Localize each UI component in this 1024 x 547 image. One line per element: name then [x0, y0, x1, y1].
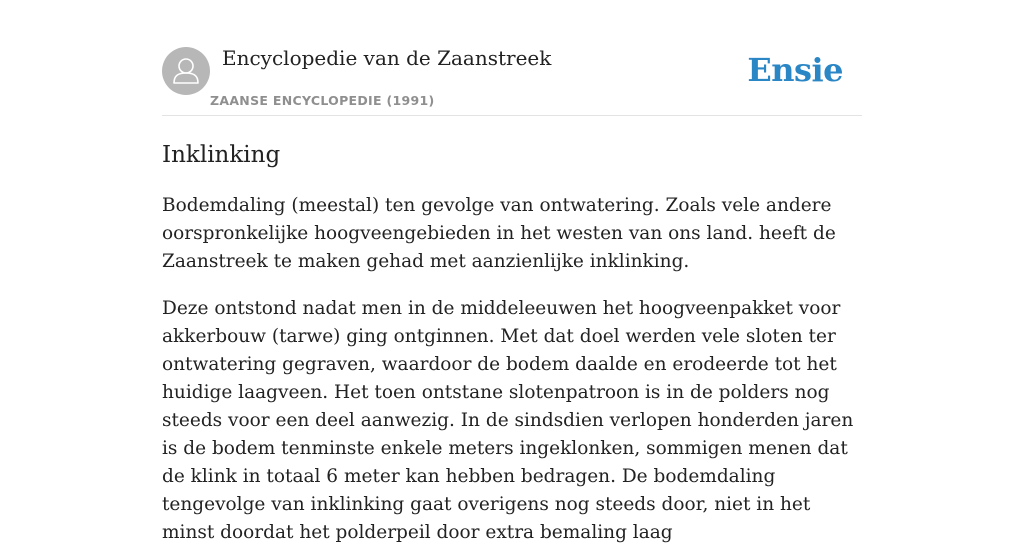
article-paragraph: Deze ontstond nadat men in de middeleeuwen het hoogveenpakket voor akkerbouw (tarwe) ging ontginnen. Met dat doel werden vele sloten ter ontwatering gegraven, waardoor de bodem daalde en erodeerde tot het huidige laagveen. Het toen ontstane slotenpatroon is in de polders nog steeds voor een deel aanwezig. In de sindsdien verlopen honderden jaren is de bodem tenminste enkele meters ingeklonken, sommigen menen dat de klink in totaal 6 meter kan hebben bedragen. De bodemdaling tengevolge van inklinking gaat overigens nog steeds door, niet in het minst doordat het polderpeil door extra bemaling laag — [162, 298, 854, 543]
article-title: Inklinking — [162, 142, 281, 168]
source-subtitle[interactable]: ZAANSE ENCYCLOPEDIE (1991) — [210, 93, 435, 108]
user-icon — [162, 47, 210, 95]
avatar[interactable] — [162, 47, 210, 95]
source-title[interactable]: Encyclopedie van de Zaanstreek — [222, 46, 552, 70]
article-paragraph: Bodemdaling (meestal) ten gevolge van ontwatering. Zoals vele andere oorspronkelijke hoogveengebieden in het westen van ons land. heeft de Zaanstreek te maken gehad met aanzienlijke inklinking. — [162, 195, 836, 272]
content-column — [162, 0, 862, 547]
source-header — [162, 0, 862, 116]
ensie-logo[interactable]: Ensie — [747, 51, 843, 89]
